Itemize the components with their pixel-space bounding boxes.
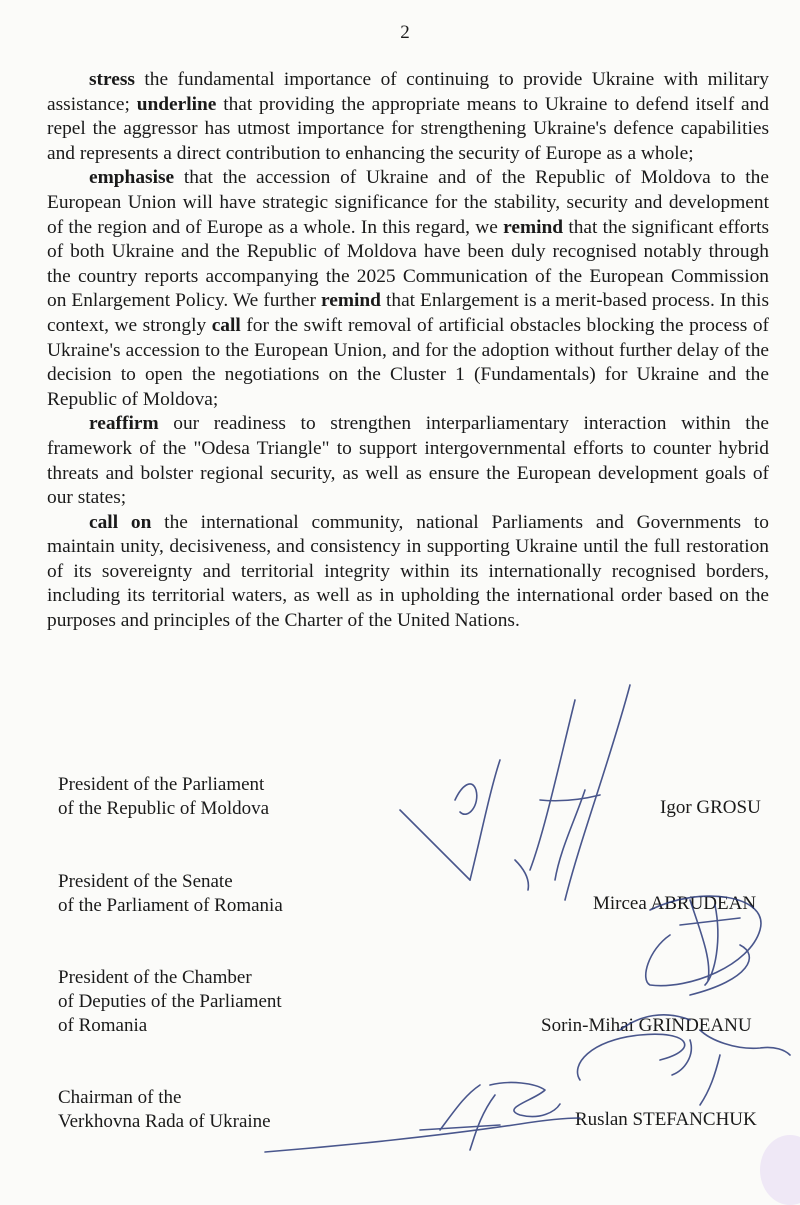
title-line: President of the Parliament bbox=[58, 774, 265, 795]
paragraph-text: that the accession of Ukraine and of the Republic of Moldova to the European Union will have strategic significance for the stability, security and development of the region and of Europe as a whole. In this regard, we bbox=[47, 167, 769, 238]
paragraph-emphasise bbox=[47, 166, 769, 412]
signature-grosu bbox=[400, 685, 630, 900]
signatory-senate-title bbox=[58, 870, 283, 918]
paragraph-text: that the significant efforts of both Ukraine and the Republic of Moldova have been duly recognised notably through the country reports accompanying the 2025 Communication of the European Commission on Enlargement Policy. We further bbox=[47, 216, 770, 312]
keyword-verb: stress bbox=[89, 69, 135, 90]
paragraph-text: the international community, national Parliaments and Governments to maintain unity, decisiveness, and consistency in supporting Ukraine until the full restoration of its sovereignty and territorial integrity within its internationally recognised borders, including its territorial waters, as well as in upholding the international order based on the purposes and principles of the Charter of the United Nations. bbox=[47, 511, 769, 632]
paragraph-text: for the swift removal of artificial obstacles blocking the process of Ukraine's accession to the European Union, and for the adoption without further delay of the decision to open the negotiations on the Cluster 1 (Fundamentals) for Ukraine and the Republic of Moldova; bbox=[47, 314, 769, 410]
signature-stefanchuk bbox=[265, 1083, 580, 1152]
signatory-name-stefanchuk: Ruslan STEFANCHUK bbox=[575, 1109, 757, 1130]
title-line: President of the Senate bbox=[58, 871, 233, 892]
keyword-verb: underline bbox=[136, 93, 217, 115]
title-line: of Deputies of the Parliament bbox=[58, 991, 282, 1013]
page-number: 2 bbox=[400, 22, 410, 43]
paragraph-stress bbox=[47, 68, 769, 166]
paragraph-text: that Enlargement is a merit-based process. In this context, we strongly bbox=[47, 290, 769, 336]
signatory-name-grosu: Igor GROSU bbox=[660, 797, 761, 818]
keyword-verb: emphasise bbox=[89, 167, 175, 189]
paragraph-reaffirm bbox=[47, 412, 769, 510]
title-line: of the Republic of Moldova bbox=[58, 798, 270, 820]
paragraph-text: the fundamental importance of continuing to provide Ukraine with military assistance; bbox=[47, 69, 769, 115]
keyword-verb: call on bbox=[89, 511, 152, 533]
title-line: of Romania bbox=[58, 1015, 148, 1037]
keyword-verb: remind bbox=[503, 216, 564, 238]
signatory-name-abrudean: Mircea ABRUDEAN bbox=[593, 893, 757, 914]
title-line: Chairman of the bbox=[58, 1087, 182, 1108]
signatory-name-grindeanu: Sorin-Mihai GRINDEANU bbox=[541, 1015, 752, 1036]
paragraph-text: our readiness to strengthen interparliamentary interaction within the framework of the "Odesa Triangle" to support intergovernmental efforts to counter hybrid threats and bolster regional security, as well as ensure the European development goals of our states; bbox=[47, 413, 769, 509]
paragraph-call-on bbox=[47, 511, 769, 634]
keyword-verb: reaffirm bbox=[89, 413, 159, 435]
signatory-chamber-title bbox=[58, 966, 282, 1039]
resolution-text bbox=[47, 68, 769, 634]
signatory-rada-title bbox=[58, 1086, 271, 1134]
paragraph-text: that providing the appropriate means to Ukraine to defend itself and repel the aggressor has utmost importance for strengthening Ukraine's defence capabilities and represents a direct contribution to enhancing the security of Europe as a whole; bbox=[47, 93, 769, 164]
signatory-moldova-title bbox=[58, 773, 269, 821]
title-line: of the Parliament of Romania bbox=[58, 895, 283, 917]
keyword-verb: call bbox=[211, 314, 241, 336]
title-line: President of the Chamber bbox=[58, 967, 252, 988]
title-line: Verkhovna Rada of Ukraine bbox=[58, 1111, 271, 1133]
page-corner-mark bbox=[760, 1135, 800, 1205]
keyword-verb: remind bbox=[321, 290, 381, 312]
